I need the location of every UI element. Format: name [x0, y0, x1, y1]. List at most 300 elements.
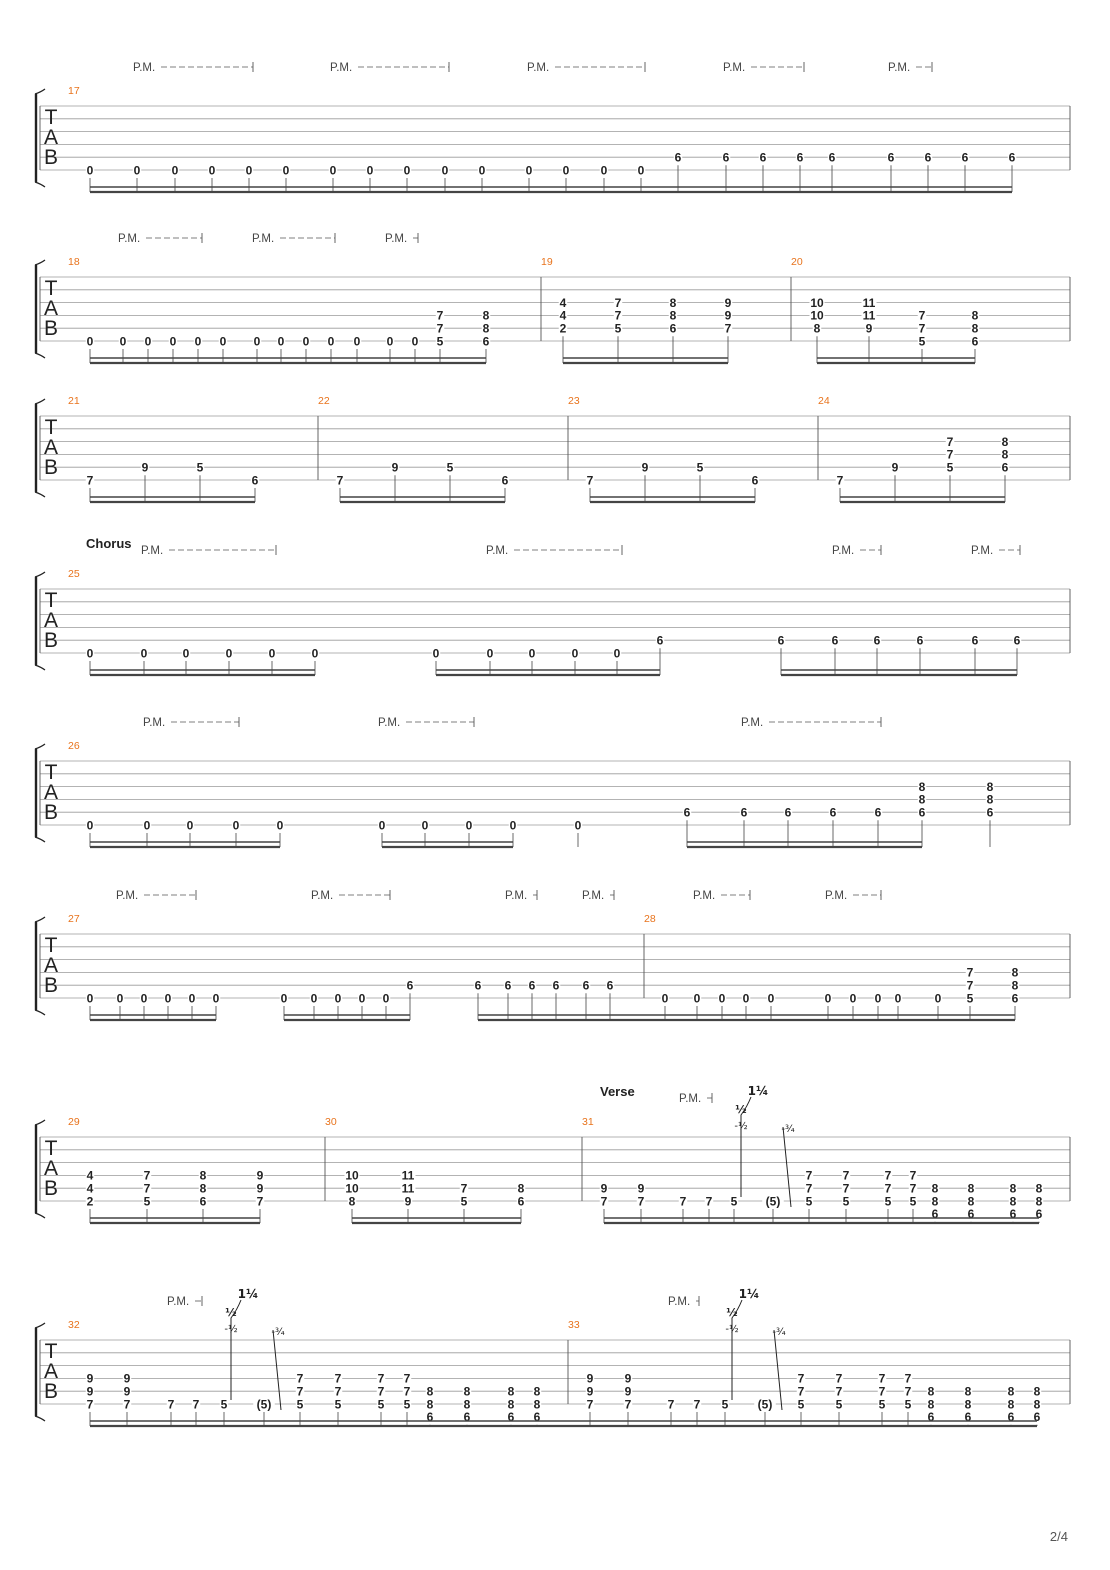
palm-mute-label: P.M. — [143, 717, 166, 729]
fret-number: 7 — [835, 1371, 843, 1386]
fret-number: 6 — [474, 978, 482, 993]
fret-number: 6 — [916, 633, 924, 648]
fret-number: 8 — [918, 779, 926, 794]
fret-number: 0 — [386, 334, 394, 349]
fret-number: 7 — [600, 1194, 608, 1209]
fret-number: 6 — [971, 633, 979, 648]
fret-number: 9 — [624, 1371, 632, 1386]
fret-number: 8 — [931, 1181, 939, 1196]
fret-number: 6 — [722, 150, 730, 165]
fret-number: 0 — [245, 163, 253, 178]
fret-number: 6 — [504, 978, 512, 993]
fret-number: 0 — [382, 991, 390, 1006]
fret-number: 8 — [986, 779, 994, 794]
fret-number: 9 — [637, 1181, 645, 1196]
fret-number: 8 — [964, 1384, 972, 1399]
palm-mute-label: P.M. — [141, 545, 164, 557]
fret-number: 9 — [256, 1168, 264, 1183]
tab-clef-letter: T — [44, 589, 58, 612]
fret-number: 7 — [296, 1384, 304, 1399]
fret-number: 6 — [759, 150, 767, 165]
fret-number: 11 — [401, 1168, 415, 1183]
fret-number: 7 — [436, 308, 444, 323]
fret-number: 6 — [796, 150, 804, 165]
fret-number: 7 — [143, 1181, 151, 1196]
palm-mute-label: P.M. — [741, 717, 764, 729]
fret-number: 8 — [507, 1384, 515, 1399]
fret-number: 8 — [971, 321, 979, 336]
measure-number: 26 — [68, 740, 80, 752]
tab-system — [35, 717, 1070, 847]
prebend-amount: -½ — [224, 1324, 238, 1335]
fret-number: 8 — [927, 1397, 935, 1412]
fret-number: 0 — [767, 991, 775, 1006]
fret-number: 7 — [918, 321, 926, 336]
palm-mute-label: P.M. — [679, 1093, 702, 1105]
fret-number: 0 — [353, 334, 361, 349]
measure-number: 21 — [68, 395, 80, 407]
fret-number: 0 — [219, 334, 227, 349]
palm-mute-label: P.M. — [167, 1296, 190, 1308]
fret-number: 0 — [465, 818, 473, 833]
fret-number: 6 — [552, 978, 560, 993]
fret-number: 7 — [143, 1168, 151, 1183]
fret-number: 8 — [967, 1194, 975, 1209]
fret-number: 0 — [411, 334, 419, 349]
fret-number: 5 — [446, 460, 454, 475]
fret-number: (5) — [256, 1397, 272, 1412]
palm-mute-label: P.M. — [582, 890, 605, 902]
measure-number: 27 — [68, 913, 80, 925]
fret-number: 0 — [133, 163, 141, 178]
fret-number: 2 — [559, 321, 567, 336]
fret-number: 7 — [637, 1194, 645, 1209]
fret-number: 8 — [533, 1397, 541, 1412]
fret-number: 0 — [212, 991, 220, 1006]
fret-number: 7 — [836, 473, 844, 488]
fret-number: 8 — [1001, 434, 1009, 449]
fret-number: 0 — [613, 646, 621, 661]
fret-number: 4 — [86, 1168, 94, 1183]
fret-number: 6 — [777, 633, 785, 648]
fret-number: 0 — [232, 818, 240, 833]
fret-number: 8 — [348, 1194, 356, 1209]
palm-mute-label: P.M. — [330, 62, 353, 74]
fret-number: 8 — [426, 1384, 434, 1399]
fret-number: 6 — [831, 633, 839, 648]
fret-number: 10 — [810, 308, 824, 323]
fret-number: 8 — [463, 1384, 471, 1399]
fret-number: 8 — [533, 1384, 541, 1399]
fret-number: 6 — [426, 1410, 434, 1425]
fret-number: 6 — [828, 150, 836, 165]
fret-number: 0 — [366, 163, 374, 178]
fret-number: 7 — [614, 308, 622, 323]
tab-clef-letter: B — [43, 146, 59, 169]
fret-number: 8 — [1033, 1384, 1041, 1399]
fret-number: 7 — [909, 1181, 917, 1196]
fret-number: 8 — [482, 321, 490, 336]
fret-number: 7 — [842, 1181, 850, 1196]
fret-number: 7 — [878, 1371, 886, 1386]
fret-number: 6 — [669, 321, 677, 336]
fret-number: 0 — [171, 163, 179, 178]
fret-number: 0 — [225, 646, 233, 661]
fret-number: 0 — [403, 163, 411, 178]
fret-number: 7 — [835, 1384, 843, 1399]
fret-number: 7 — [904, 1371, 912, 1386]
fret-number: 0 — [164, 991, 172, 1006]
fret-number: 0 — [574, 818, 582, 833]
fret-number: 7 — [586, 473, 594, 488]
tab-clef-letter: A — [43, 954, 59, 977]
fret-number: 5 — [884, 1194, 892, 1209]
fret-number: 6 — [528, 978, 536, 993]
fret-number: 6 — [606, 978, 614, 993]
fret-number: 9 — [123, 1371, 131, 1386]
fret-number: 8 — [813, 321, 821, 336]
fret-number: 6 — [1033, 1410, 1041, 1425]
prebend-amount: -½ — [725, 1324, 739, 1335]
tab-clef-letter: B — [43, 1177, 59, 1200]
fret-number: 4 — [86, 1181, 94, 1196]
fret-number: 7 — [192, 1397, 200, 1412]
measure-number: 30 — [325, 1116, 337, 1128]
fret-number: 7 — [667, 1397, 675, 1412]
measure-number: 25 — [68, 568, 80, 580]
fret-number: 7 — [377, 1371, 385, 1386]
tab-clef-letter: B — [43, 801, 59, 824]
fret-number: 6 — [507, 1410, 515, 1425]
fret-number: 0 — [693, 991, 701, 1006]
fret-number: 6 — [656, 633, 664, 648]
fret-number: 6 — [482, 334, 490, 349]
tab-clef-letter: T — [44, 106, 58, 129]
fret-number: 9 — [586, 1384, 594, 1399]
fret-number: 7 — [403, 1384, 411, 1399]
measure-number: 32 — [68, 1319, 80, 1331]
fret-number: 0 — [186, 818, 194, 833]
fret-number: 7 — [797, 1371, 805, 1386]
measure-number: 23 — [568, 395, 580, 407]
fret-number: 7 — [884, 1168, 892, 1183]
fret-number: 0 — [311, 646, 319, 661]
tab-clef-letter: A — [43, 1157, 59, 1180]
fret-number: 0 — [86, 163, 94, 178]
palm-mute-label: P.M. — [116, 890, 139, 902]
fret-number: 5 — [403, 1397, 411, 1412]
fret-number: 0 — [661, 991, 669, 1006]
fret-number: 10 — [345, 1168, 359, 1183]
fret-number: 7 — [724, 321, 732, 336]
fret-number: 0 — [478, 163, 486, 178]
fret-number: 0 — [188, 991, 196, 1006]
fret-number: 6 — [1035, 1207, 1043, 1222]
fret-number: 0 — [182, 646, 190, 661]
tab-clef-letter: T — [44, 934, 58, 957]
fret-number: 0 — [528, 646, 536, 661]
fret-number: 0 — [116, 991, 124, 1006]
fret-number: 0 — [358, 991, 366, 1006]
measure-number: 31 — [582, 1116, 594, 1128]
fret-number: 0 — [140, 991, 148, 1006]
tab-clef-letter: B — [43, 629, 59, 652]
fret-number: 6 — [533, 1410, 541, 1425]
measure-number: 24 — [818, 395, 830, 407]
tab-clef-letter: B — [43, 1380, 59, 1403]
fret-number: (5) — [765, 1194, 781, 1209]
fret-number: 6 — [740, 805, 748, 820]
palm-mute-label: P.M. — [486, 545, 509, 557]
palm-mute-label: P.M. — [252, 233, 275, 245]
palm-mute-label: P.M. — [971, 545, 994, 557]
fret-number: 7 — [123, 1397, 131, 1412]
fret-number: 0 — [277, 334, 285, 349]
fret-number: 0 — [119, 334, 127, 349]
fret-number: 0 — [169, 334, 177, 349]
fret-number: 5 — [220, 1397, 228, 1412]
bend-amount: 1¼ — [738, 1287, 760, 1301]
fret-number: 11 — [401, 1181, 415, 1196]
fret-number: 0 — [86, 646, 94, 661]
fret-number: 8 — [426, 1397, 434, 1412]
fret-number: 8 — [1001, 447, 1009, 462]
tab-clef-letter: B — [43, 456, 59, 479]
fret-number: 7 — [460, 1181, 468, 1196]
fret-number: 7 — [966, 978, 974, 993]
fret-number: 6 — [1009, 1207, 1017, 1222]
fret-number: 6 — [463, 1410, 471, 1425]
fret-number: 5 — [904, 1397, 912, 1412]
fret-number: 8 — [669, 308, 677, 323]
fret-number: 0 — [302, 334, 310, 349]
fret-number: 5 — [436, 334, 444, 349]
measure-number: 20 — [791, 256, 803, 268]
fret-number: 6 — [517, 1194, 525, 1209]
fret-number: 6 — [251, 473, 259, 488]
fret-number: 0 — [432, 646, 440, 661]
fret-number: 0 — [486, 646, 494, 661]
fret-number: 7 — [334, 1371, 342, 1386]
fret-number: 6 — [784, 805, 792, 820]
palm-mute-label: P.M. — [825, 890, 848, 902]
fret-number: 6 — [961, 150, 969, 165]
bend-amount: 1¼ — [747, 1084, 769, 1098]
fret-number: 9 — [141, 460, 149, 475]
fret-number: 5 — [946, 460, 954, 475]
fret-number: 6 — [931, 1207, 939, 1222]
fret-number: 5 — [143, 1194, 151, 1209]
fret-number: 6 — [986, 805, 994, 820]
fret-number: 7 — [966, 965, 974, 980]
fret-number: 8 — [507, 1397, 515, 1412]
fret-number: 9 — [404, 1194, 412, 1209]
fret-number: 8 — [1011, 965, 1019, 980]
fret-number: 7 — [334, 1384, 342, 1399]
prebend-amount: -½ — [734, 1121, 748, 1132]
fret-number: 5 — [878, 1397, 886, 1412]
fret-number: 6 — [874, 805, 882, 820]
palm-mute-label: P.M. — [118, 233, 141, 245]
fret-number: 0 — [194, 334, 202, 349]
fret-number: 5 — [696, 460, 704, 475]
fret-number: 8 — [986, 792, 994, 807]
tab-clef-letter: T — [44, 416, 58, 439]
fret-number: 0 — [86, 991, 94, 1006]
fret-number: 0 — [525, 163, 533, 178]
fret-number: 7 — [918, 308, 926, 323]
tab-system — [35, 62, 1070, 192]
measure-number: 17 — [68, 85, 80, 97]
fret-number: 5 — [842, 1194, 850, 1209]
fret-number: 0 — [562, 163, 570, 178]
fret-number: 9 — [86, 1371, 94, 1386]
fret-number: 7 — [878, 1384, 886, 1399]
fret-number: 8 — [931, 1194, 939, 1209]
fret-number: 6 — [1007, 1410, 1015, 1425]
release-amount: -¾ — [271, 1327, 285, 1338]
fret-number: 8 — [967, 1181, 975, 1196]
fret-number: 8 — [669, 295, 677, 310]
palm-mute-label: P.M. — [832, 545, 855, 557]
section-label: Chorus — [86, 536, 132, 551]
palm-mute-label: P.M. — [527, 62, 550, 74]
fret-number: 7 — [946, 447, 954, 462]
fret-number: 0 — [86, 818, 94, 833]
fret-number: 5 — [721, 1397, 729, 1412]
fret-number: 0 — [329, 163, 337, 178]
fret-number: 5 — [730, 1194, 738, 1209]
fret-number: 4 — [559, 295, 567, 310]
palm-mute-label: P.M. — [888, 62, 911, 74]
measure-number: 33 — [568, 1319, 580, 1331]
fret-number: 8 — [199, 1181, 207, 1196]
fret-number: 6 — [927, 1410, 935, 1425]
palm-mute-label: P.M. — [311, 890, 334, 902]
tab-clef-letter: A — [43, 781, 59, 804]
fret-number: 0 — [421, 818, 429, 833]
fret-number: 7 — [909, 1168, 917, 1183]
fret-number: 0 — [140, 646, 148, 661]
fret-number: 7 — [805, 1168, 813, 1183]
fret-number: 9 — [724, 308, 732, 323]
fret-number: 0 — [600, 163, 608, 178]
fret-number: 8 — [1009, 1181, 1017, 1196]
fret-number: 5 — [196, 460, 204, 475]
tab-clef-letter: A — [43, 609, 59, 632]
fret-number: 9 — [391, 460, 399, 475]
fret-number: 9 — [891, 460, 899, 475]
tab-system — [35, 536, 1070, 675]
palm-mute-label: P.M. — [693, 890, 716, 902]
bend-half: ½ — [726, 1306, 738, 1319]
fret-number: 7 — [805, 1181, 813, 1196]
fret-number: 10 — [345, 1181, 359, 1196]
fret-number: 0 — [282, 163, 290, 178]
fret-number: 5 — [377, 1397, 385, 1412]
fret-number: 8 — [1033, 1397, 1041, 1412]
fret-number: (5) — [757, 1397, 773, 1412]
fret-number: 0 — [276, 818, 284, 833]
fret-number: 8 — [1007, 1384, 1015, 1399]
fret-number: 9 — [724, 295, 732, 310]
fret-number: 0 — [143, 818, 151, 833]
measure-number: 29 — [68, 1116, 80, 1128]
fret-number: 8 — [199, 1168, 207, 1183]
fret-number: 7 — [336, 473, 344, 488]
fret-number: 6 — [1001, 460, 1009, 475]
fret-number: 9 — [256, 1181, 264, 1196]
release-amount: -¾ — [781, 1124, 795, 1135]
tab-clef-letter: T — [44, 761, 58, 784]
fret-number: 9 — [86, 1384, 94, 1399]
fret-number: 6 — [582, 978, 590, 993]
fret-number: 0 — [874, 991, 882, 1006]
measure-number: 18 — [68, 256, 80, 268]
fret-number: 6 — [1011, 991, 1019, 1006]
tab-system — [35, 890, 1070, 1020]
fret-number: 5 — [797, 1397, 805, 1412]
fret-number: 5 — [966, 991, 974, 1006]
fret-number: 9 — [865, 321, 873, 336]
fret-number: 8 — [918, 792, 926, 807]
fret-number: 7 — [86, 473, 94, 488]
fret-number: 7 — [624, 1397, 632, 1412]
fret-number: 5 — [805, 1194, 813, 1209]
fret-number: 6 — [501, 473, 509, 488]
fret-number: 0 — [718, 991, 726, 1006]
palm-mute-label: P.M. — [668, 1296, 691, 1308]
tab-system — [35, 1084, 1070, 1223]
release-curve — [783, 1127, 791, 1207]
tab-clef-letter: A — [43, 436, 59, 459]
palm-mute-label: P.M. — [378, 717, 401, 729]
fret-number: 0 — [894, 991, 902, 1006]
fret-number: 9 — [641, 460, 649, 475]
fret-number: 0 — [86, 334, 94, 349]
fret-number: 5 — [918, 334, 926, 349]
fret-number: 0 — [637, 163, 645, 178]
fret-number: 9 — [123, 1384, 131, 1399]
palm-mute-label: P.M. — [385, 233, 408, 245]
fret-number: 8 — [1035, 1181, 1043, 1196]
release-amount: -¾ — [772, 1327, 786, 1338]
fret-number: 6 — [1013, 633, 1021, 648]
tab-system — [35, 395, 1070, 502]
fret-number: 7 — [797, 1384, 805, 1399]
fret-number: 8 — [964, 1397, 972, 1412]
tab-clef-letter: A — [43, 1360, 59, 1383]
fret-number: 8 — [1009, 1194, 1017, 1209]
fret-number: 5 — [296, 1397, 304, 1412]
fret-number: 6 — [1008, 150, 1016, 165]
fret-number: 0 — [208, 163, 216, 178]
fret-number: 6 — [967, 1207, 975, 1222]
fret-number: 7 — [256, 1194, 264, 1209]
fret-number: 8 — [971, 308, 979, 323]
fret-number: 0 — [327, 334, 335, 349]
fret-number: 0 — [849, 991, 857, 1006]
bend-half: ½ — [735, 1103, 747, 1116]
fret-number: 7 — [436, 321, 444, 336]
page-number: 2/4 — [1049, 1529, 1068, 1544]
fret-number: 9 — [624, 1384, 632, 1399]
fret-number: 8 — [927, 1384, 935, 1399]
fret-number: 6 — [751, 473, 759, 488]
fret-number: 7 — [167, 1397, 175, 1412]
fret-number: 8 — [463, 1397, 471, 1412]
fret-number: 6 — [918, 805, 926, 820]
